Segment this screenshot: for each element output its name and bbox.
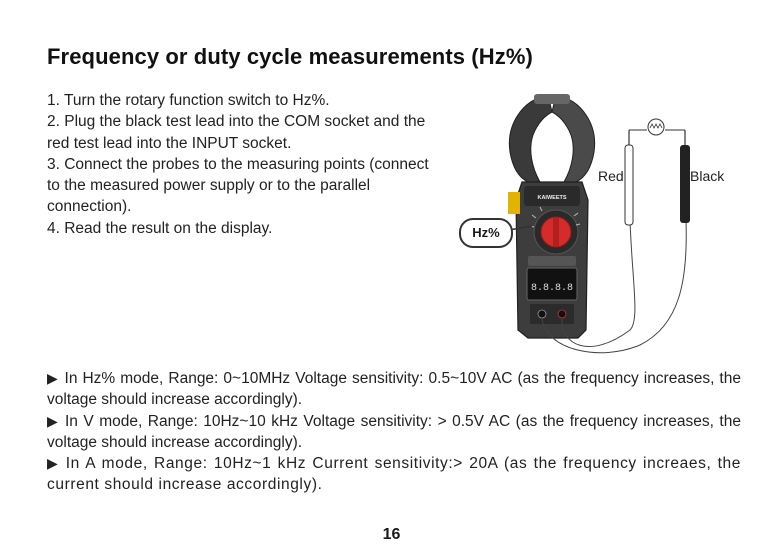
red-probe: [625, 145, 633, 225]
mode-notes: [47, 368, 741, 496]
note-text: In Hz% mode, Range: 0~10MHz Voltage sensitivity: 0.5~10V AC (as the frequency increases, the voltage should increase accordingly).: [47, 370, 741, 409]
lcd-text: 8.8.8.8: [530, 283, 574, 294]
step-2: 2. Plug the black test lead into the COM socket and the red test lead into the INPUT socket.: [47, 113, 426, 152]
page-title: Frequency or duty cycle measurements (Hz%): [47, 44, 533, 69]
note-v-mode: [47, 411, 741, 454]
input-socket: [558, 310, 566, 318]
note-a-mode: [47, 453, 741, 496]
step-4: 4. Read the result on the display.: [47, 219, 273, 237]
note-text: In V mode, Range: 10Hz~10 kHz Voltage sensitivity: > 0.5V AC (as the frequency increases, the voltage should increase accordingly).: [47, 412, 741, 451]
step-1: 1. Turn the rotary function switch to Hz%.: [47, 92, 330, 109]
step-3: 3. Connect the probes to the measuring points (connect to the measured power supply or to the parallel connection).: [47, 155, 429, 216]
triangle-bullet-icon: ▶: [47, 455, 60, 472]
com-socket: [538, 310, 546, 318]
triangle-bullet-icon: ▶: [47, 370, 59, 386]
black-lead-label: Black: [690, 168, 725, 184]
hz-callout-badge: Hz%: [459, 218, 513, 248]
clamp-jaw-right: [552, 95, 595, 182]
red-lead-label: Red: [598, 168, 624, 184]
black-probe: [680, 145, 690, 223]
note-hz-mode: [47, 368, 741, 411]
triangle-bullet-icon: ▶: [47, 412, 59, 429]
note-text: In A mode, Range: 10Hz~1 kHz Current sensitivity:> 20A (as the frequency increaes, the current should increase accordingly).: [47, 455, 741, 494]
brand-text: KAIWEETS: [537, 195, 567, 201]
page-number: 16: [382, 526, 401, 543]
clamp-jaw-left: [509, 95, 552, 182]
